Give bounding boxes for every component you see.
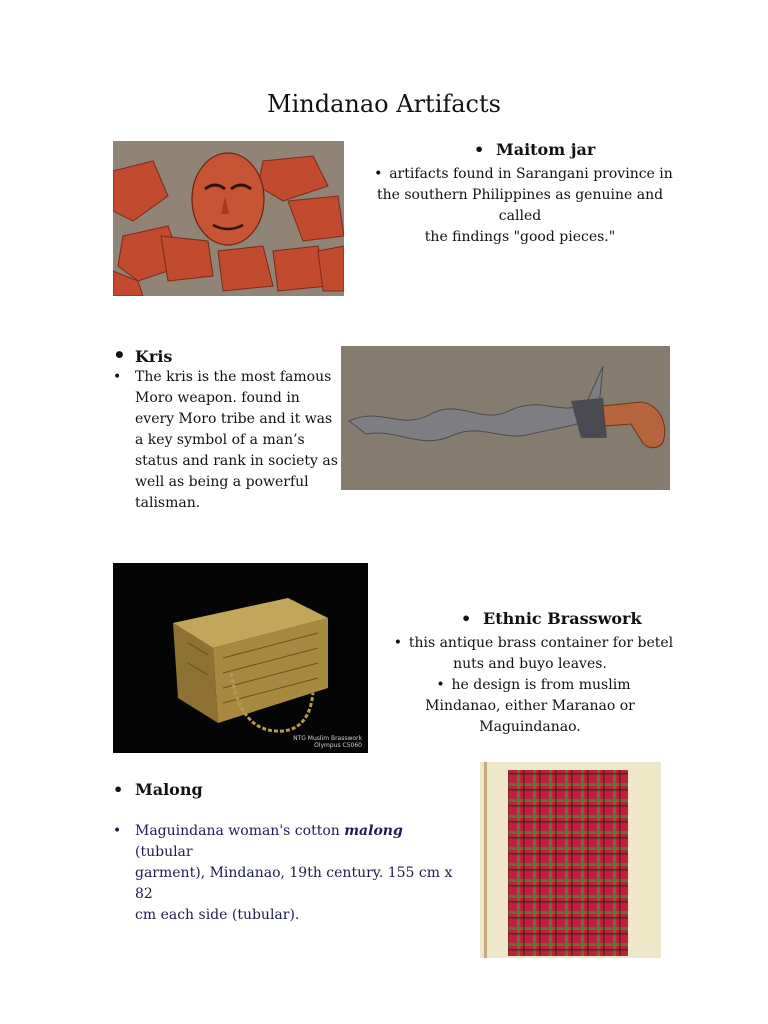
maitom-description: • artifacts found in Sarangani province in the southern Philippines as genuine and called the findings "good pieces." xyxy=(355,164,685,248)
kris-line: well as being a powerful xyxy=(135,474,309,490)
bullet-icon xyxy=(461,609,483,628)
brass-description: • this antique brass container for betel nuts and buyo leaves. • he design is from muslim Mindanao, either Maranao or Maguindanao. xyxy=(380,633,680,738)
kris-line: status and rank in society as xyxy=(135,453,338,469)
maitom-heading: • Maitom jar xyxy=(474,140,595,159)
brass-container-image xyxy=(113,563,368,753)
malong-image xyxy=(480,762,661,958)
kris-lines xyxy=(135,367,338,514)
kris-image xyxy=(341,346,670,490)
brass-heading: • Ethnic Brasswork xyxy=(461,609,642,628)
bullet-icon xyxy=(387,635,409,651)
malong-description: • Maguindana woman's cotton malong (tubular garment), Mindanao, 19th century. 155 cm x 82 cm each side (tubular). xyxy=(113,821,458,926)
kris-line: every Moro tribe and it was xyxy=(135,411,333,427)
kris-line: The kris is the most famous xyxy=(135,369,332,385)
kris-heading: • Kris xyxy=(113,343,173,367)
bullet-icon xyxy=(367,166,389,182)
bullet-icon xyxy=(430,677,452,693)
kris-line: talisman. xyxy=(135,495,201,511)
bullet-icon: • xyxy=(113,823,122,839)
bullet-icon xyxy=(474,140,496,159)
maitom-jar-image xyxy=(113,141,344,296)
bullet-icon: • xyxy=(113,369,122,385)
kris-line: a key symbol of a man’s xyxy=(135,432,305,448)
page-title: Mindanao Artifacts xyxy=(267,90,501,118)
kris-description xyxy=(113,367,338,514)
malong-heading: • Malong xyxy=(113,780,203,799)
bullet-icon: • xyxy=(113,343,126,367)
bullet-icon xyxy=(113,780,135,799)
kris-line: Moro weapon. found in xyxy=(135,390,300,406)
photo-watermark: NTG Muslim Brasswork Olympus C5060 xyxy=(293,735,362,749)
